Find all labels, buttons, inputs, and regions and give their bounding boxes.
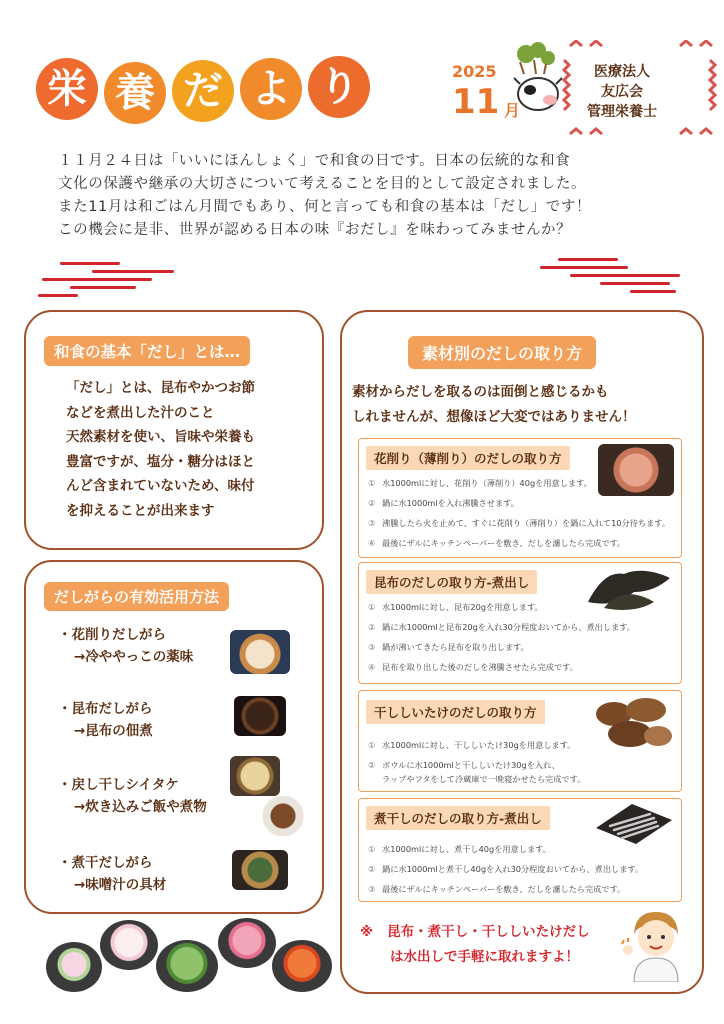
uses-heading: だしがらの有効活用方法 xyxy=(44,582,229,611)
method-step xyxy=(368,662,578,673)
step-text: 最後にザルにキッチンペーパーを敷き、だしを濾したら完成です。 xyxy=(382,538,626,548)
title-char-1: 栄 xyxy=(36,58,98,120)
miso-soup-photo xyxy=(232,850,288,890)
method-step xyxy=(368,498,519,509)
title-char-4: よ xyxy=(240,58,302,120)
intro-line: 文化の保護や継承の大切さについて考えることを目的として設定されました。 xyxy=(58,176,587,192)
use-item-use: →冷ややっこの薬味 xyxy=(74,649,194,665)
month-suffix: 月 xyxy=(504,101,521,120)
method-step xyxy=(368,760,560,771)
method-step xyxy=(368,740,575,751)
step-number: ④ xyxy=(368,662,376,672)
niboshi-photo xyxy=(592,798,676,848)
use-item-niboshi xyxy=(58,852,166,896)
use-item-use: →炊き込みご飯や煮物 xyxy=(74,799,207,815)
step-text: 昆布を取り出した後のだしを沸騰させたら完成です。 xyxy=(382,662,578,672)
step-number: ② xyxy=(368,864,376,874)
step-number: ① xyxy=(368,478,376,488)
step-number: ③ xyxy=(368,518,376,528)
basics-line: んど含まれていないため、味付 xyxy=(66,478,255,494)
intro-line: この機会に是非、世界が認める日本の味『おだし』を味わってみませんか？ xyxy=(58,222,572,238)
step-text: 水1000mlに対し、花削り（薄削り）40gを用意します。 xyxy=(382,478,592,488)
materials-heading: 素材別のだしの取り方 xyxy=(408,336,596,369)
step-number: ① xyxy=(368,740,376,750)
step-text: 最後にザルにキッチンペーパーを敷き、だしを濾したら完成です。 xyxy=(382,884,626,894)
use-item-use: →味噌汁の具材 xyxy=(74,877,167,893)
org-name: 医療法人 xyxy=(594,64,650,80)
step-number: ④ xyxy=(368,538,376,548)
method-title: 花削り（薄削り）のだしの取り方 xyxy=(366,446,570,470)
step-text: 鍋に水1000mlを入れ沸騰させます。 xyxy=(382,498,519,508)
basics-heading: 和食の基本「だし」とは… xyxy=(44,336,250,366)
tsukudani-photo xyxy=(234,696,286,736)
basics-line: 天然素材を使い、旨味や栄養も xyxy=(66,429,255,445)
step-text: 沸騰したら火を止めて、すぐに花削り（薄削り）を鍋に入れて10分待ちます。 xyxy=(382,518,670,528)
step-text: 鍋が沸いてきたら昆布を取り出します。 xyxy=(382,642,529,652)
method-title: 昆布のだしの取り方-煮出し xyxy=(366,570,537,594)
step-number: ③ xyxy=(368,642,376,652)
step-number: ① xyxy=(368,844,376,854)
step-text: 鍋に水1000mlと昆布20gを入れ30分程度おいてから、煮出します。 xyxy=(382,622,635,632)
title-char-3: だ xyxy=(172,60,234,122)
step-number: ③ xyxy=(368,884,376,894)
use-item-name: ・昆布だしがら xyxy=(58,701,153,717)
materials-intro-line: しれませんが、想像ほど大変ではありません！ xyxy=(352,409,636,425)
method-step xyxy=(368,844,551,855)
method-step xyxy=(368,864,643,875)
step-text: 水1000mlに対し、干ししいたけ30gを用意します。 xyxy=(382,740,576,750)
use-item-kombu xyxy=(58,698,153,742)
method-title: 煮干しのだしの取り方-煮出し xyxy=(366,806,550,830)
note-line: は水出しで手軽に取れますよ！ xyxy=(390,949,579,965)
basics-line: 豊富ですが、塩分・糖分はほと xyxy=(66,453,255,470)
method-step xyxy=(368,478,592,489)
tofu-photo xyxy=(230,630,290,674)
use-item-name: ・煮干だしがら xyxy=(58,855,153,871)
step-number: ② xyxy=(368,760,376,770)
title-char-2: 養 xyxy=(104,62,166,124)
step-text: 鍋に水1000mlと煮干し40gを入れ30分程度おいてから、煮出します。 xyxy=(382,864,644,874)
use-item-name: ・戻し干しシイタケ xyxy=(58,777,179,793)
org-block xyxy=(582,62,662,122)
use-item-use: →昆布の佃煮 xyxy=(74,723,153,739)
use-item-shiitake xyxy=(58,774,207,818)
materials-intro-line: 素材からだしを取るのは面倒と感じるかも xyxy=(352,384,609,400)
org-branch: 友広会 xyxy=(601,84,643,100)
org-role: 管理栄養士 xyxy=(587,104,657,120)
kombu-photo xyxy=(584,562,674,614)
step-text: 水1000mlに対し、昆布20gを用意します。 xyxy=(382,602,543,612)
note-mark: ※ xyxy=(360,924,374,940)
method-step xyxy=(368,642,529,653)
step-text: ラップやフタをして冷蔵庫で一晩寝かせたら完成です。 xyxy=(382,774,586,784)
month-number: 11 xyxy=(452,82,500,122)
step-text: ボウルに水1000mlと干ししいたけ30gを入れ、 xyxy=(382,760,560,770)
shiitake-photo xyxy=(590,694,676,754)
step-number: ② xyxy=(368,498,376,508)
intro-line: また11月は和ごはん月間でもあり、何と言っても和食の基本は「だし」です！ xyxy=(58,199,592,215)
cold-brew-note xyxy=(360,920,590,970)
year: 2025 xyxy=(452,62,497,81)
step-text: 水1000mlに対し、煮干し40gを用意します。 xyxy=(382,844,551,854)
method-step xyxy=(382,774,585,785)
method-step xyxy=(368,622,635,633)
use-item-bonito xyxy=(58,624,193,668)
katsuobushi-photo xyxy=(598,444,674,496)
method-step xyxy=(368,518,670,529)
method-step xyxy=(368,538,625,549)
step-number: ② xyxy=(368,622,376,632)
basics-line: 「だし」とは、昆布やかつお節 xyxy=(66,380,255,396)
step-number: ① xyxy=(368,602,376,612)
use-item-name: ・花削りだしがら xyxy=(58,627,166,643)
dietitian-character-icon xyxy=(620,906,692,982)
method-step xyxy=(368,884,625,895)
note-line xyxy=(360,920,590,945)
basics-line: などを煮出した汁のこと xyxy=(66,404,215,421)
intro-line: １１月２４日は「いいにほんしょく」で和食の日です。日本の伝統的な和食 xyxy=(58,153,571,169)
method-title: 干ししいたけのだしの取り方 xyxy=(366,700,545,724)
basics-text xyxy=(66,376,306,523)
intro-text xyxy=(58,150,668,242)
nimono-photo xyxy=(258,796,308,836)
note-text: 昆布・煮干し・干ししいたけだし xyxy=(387,924,590,940)
materials-intro xyxy=(352,380,692,430)
method-step xyxy=(368,602,543,613)
rice-photo xyxy=(230,756,280,796)
basics-line: を抑えることが出来ます xyxy=(66,502,215,519)
title-char-5: り xyxy=(308,56,370,118)
